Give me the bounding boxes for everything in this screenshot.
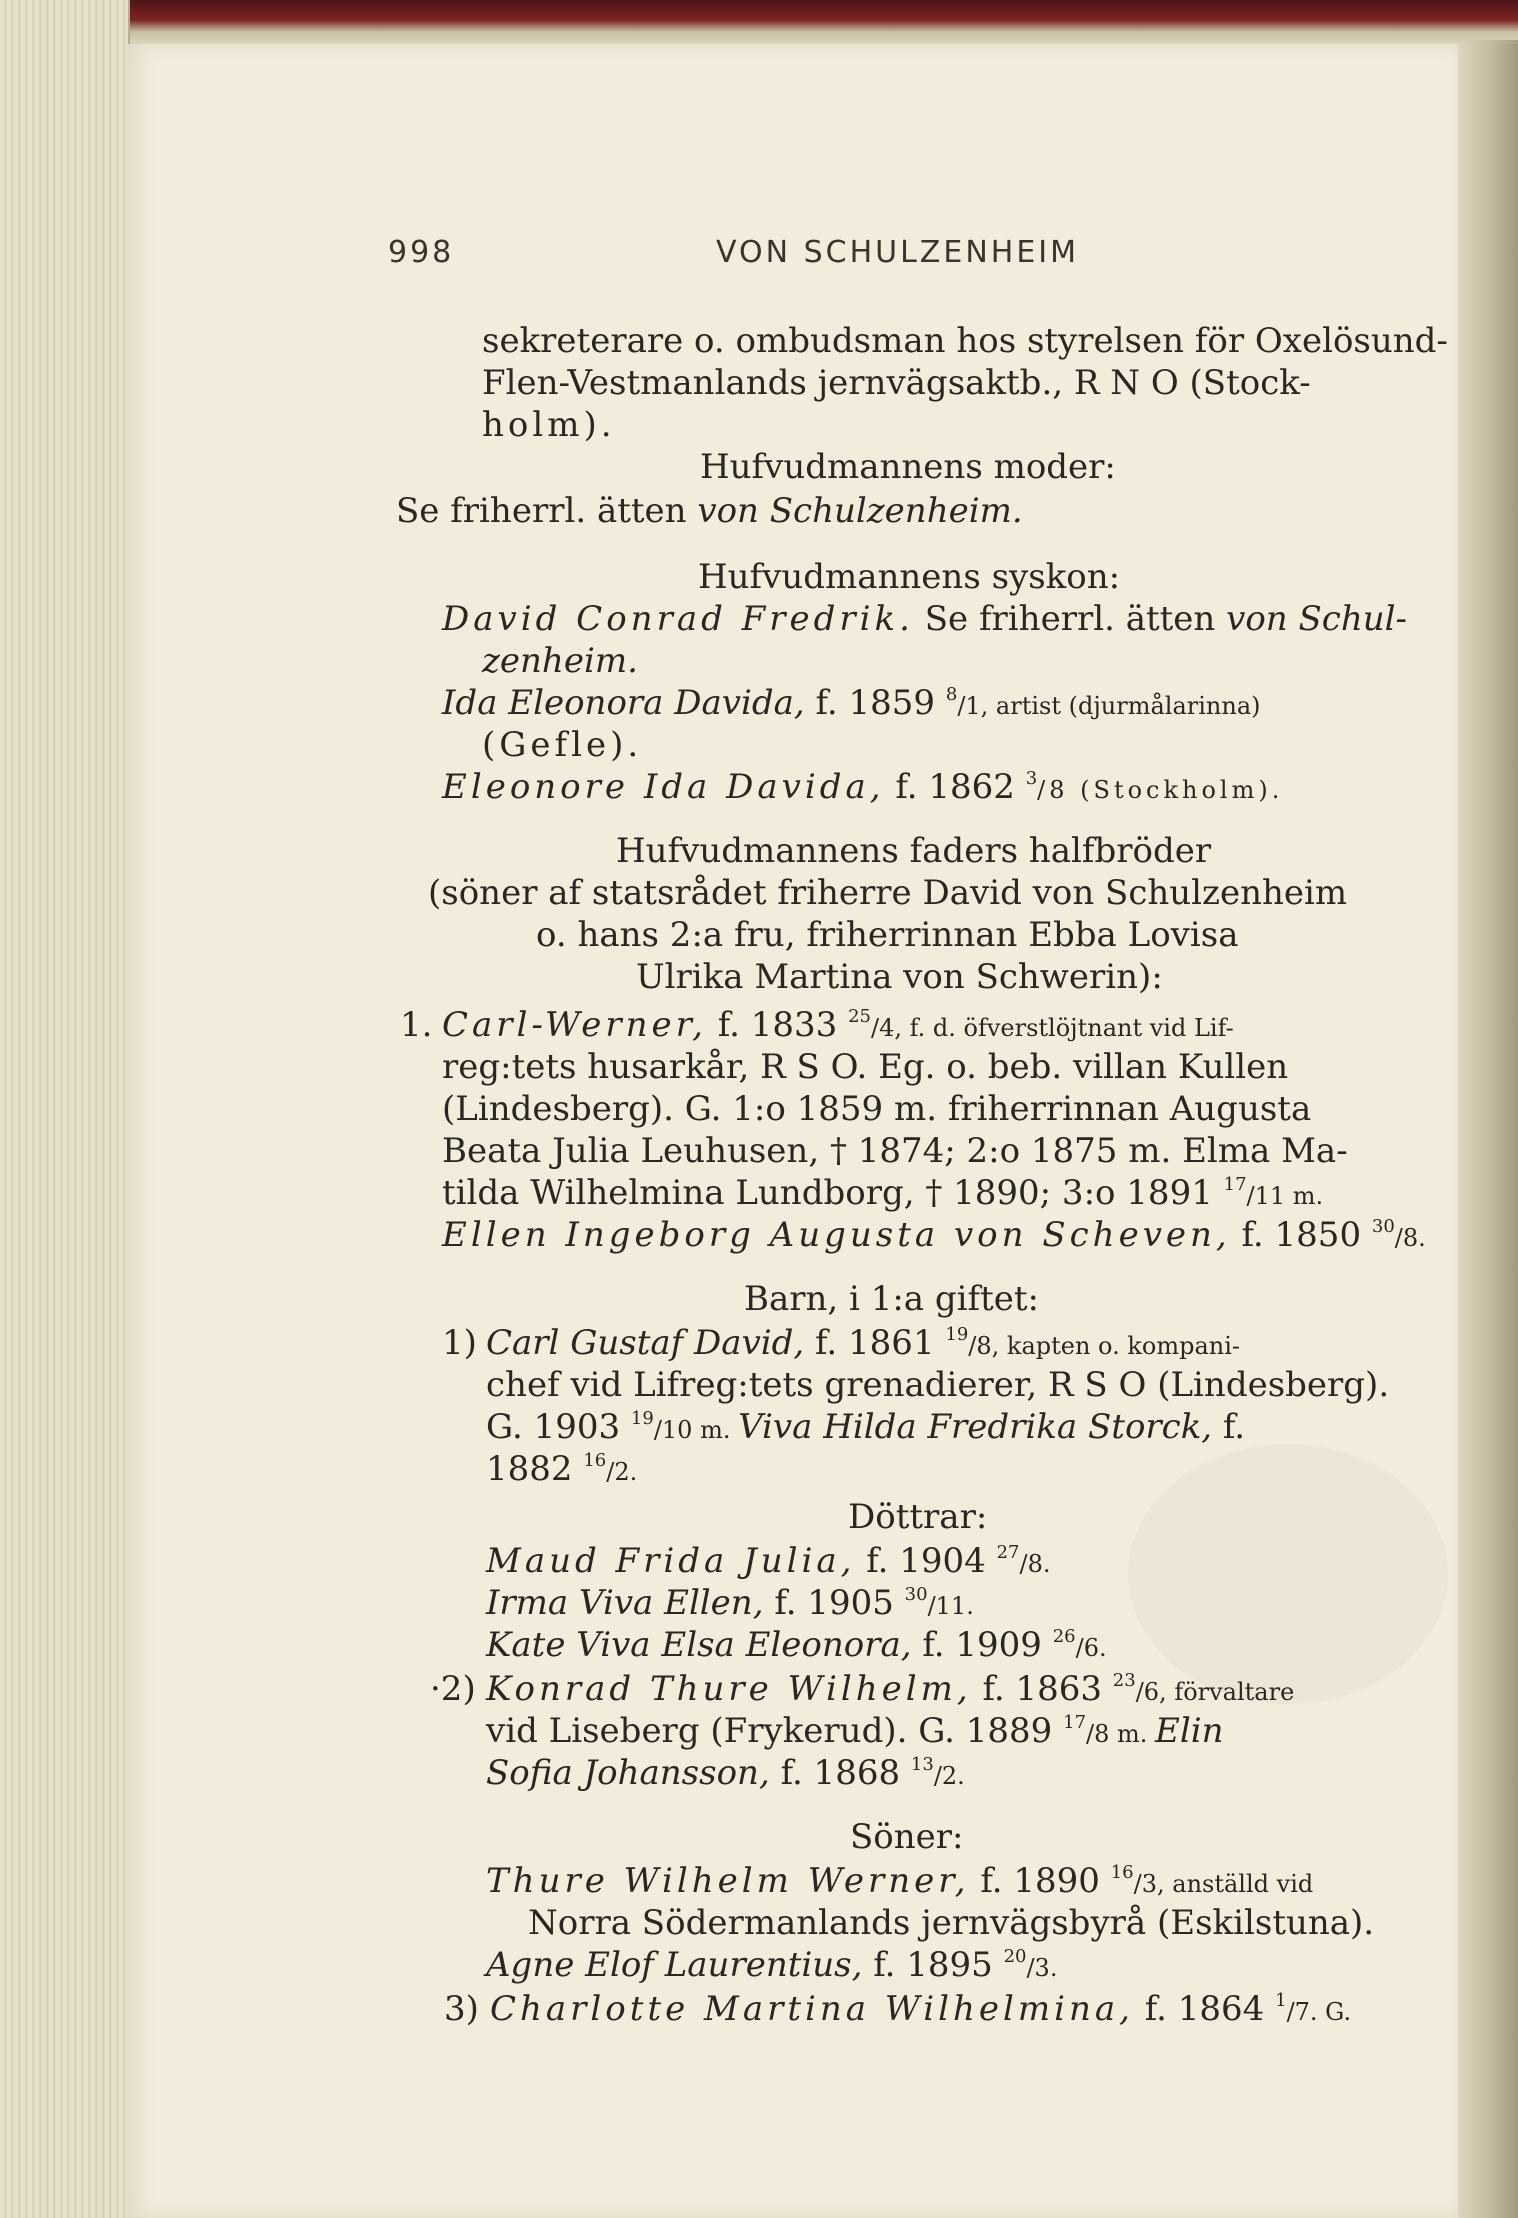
person-entry: Carl-Werner, f. 1833 $^{25}$/4, f. d. öfverstlöjtnant vid Lif-: [442, 1005, 1234, 1045]
text-line: Sofia Johansson, f. 1868 $^{13}$/2.: [486, 1753, 965, 1793]
entry-number: ·2): [430, 1669, 476, 1709]
text-line: chef vid Lifreg:tets grenadierer, R S O (Lindesberg).: [486, 1365, 1390, 1405]
show-through-blot: [1128, 1444, 1448, 1704]
text-line: reg:tets husarkår, R S O. Eg. o. beb. villan Kullen: [442, 1047, 1289, 1087]
section-heading: Barn, i 1:a giftet:: [744, 1279, 1039, 1319]
stacked-page-edges: [0, 0, 130, 2218]
daughter-entry: Kate Viva Elsa Eleonora, f. 1909 $^{26}$/6.: [486, 1625, 1107, 1665]
sibling-entry: Eleonore Ida Davida, f. 1862 $^3$/8 (Stockholm).: [442, 767, 1284, 807]
text-line: Beata Julia Leuhusen, † 1874; 2:o 1875 m. Elma Ma-: [442, 1131, 1348, 1171]
section-heading: Hufvudmannens faders halfbröder: [616, 831, 1212, 871]
text-line: 1882 $^{16}$/2.: [486, 1449, 638, 1489]
section-heading: Hufvudmannens moder:: [700, 447, 1116, 487]
person-entry: Konrad Thure Wilhelm, f. 1863 $^{23}$/6, förvaltare: [486, 1669, 1295, 1709]
text-line: tilda Wilhelmina Lundborg, † 1890; 3:o 1891 $^{17}$/11 m.: [442, 1173, 1324, 1213]
section-heading: Hufvudmannens syskon:: [698, 557, 1121, 597]
person-entry: Carl Gustaf David, f. 1861 $^{19}$/8, kapten o. kompani-: [486, 1323, 1241, 1363]
daughter-entry: Maud Frida Julia, f. 1904 $^{27}$/8.: [486, 1541, 1051, 1581]
book-binding-edge: [60, 0, 1518, 44]
entry-number: 3): [444, 1989, 479, 2029]
text-line: Se friherrl. ätten von Schulzenheim.: [396, 491, 1023, 531]
section-heading: Ulrika Martina von Schwerin):: [636, 957, 1163, 997]
running-title: VON SCHULZENHEIM: [716, 235, 1079, 270]
text-line: G. 1903 $^{19}$/10 m. Viva Hilda Fredrika Storck, f.: [486, 1407, 1246, 1447]
section-heading: (söner af statsrådet friherre David von Schulzenheim: [428, 873, 1348, 913]
sibling-entry: Ida Eleonora Davida, f. 1859 $^8$/1, artist (djurmålarinna): [442, 683, 1261, 723]
son-entry: Thure Wilhelm Werner, f. 1890 $^{16}$/3, anställd vid: [486, 1861, 1314, 1901]
text-line: holm).: [482, 405, 616, 445]
text-line: Flen-Vestmanlands jernvägsaktb., R N O (Stock-: [482, 363, 1311, 403]
text-line: Norra Södermanlands jernvägsbyrå (Eskilstuna).: [528, 1903, 1375, 1943]
text-line: (Gefle).: [482, 725, 643, 765]
text-line: sekreterare o. ombudsman hos styrelsen för Oxelösund-: [482, 321, 1448, 361]
daughter-entry: Irma Viva Ellen, f. 1905 $^{30}$/11.: [486, 1583, 974, 1623]
section-heading: Döttrar:: [848, 1497, 988, 1537]
son-entry: Agne Elof Laurentius, f. 1895 $^{20}$/3.: [486, 1945, 1058, 1985]
page-number: 998: [388, 235, 455, 270]
section-heading: o. hans 2:a fru, friherrinnan Ebba Lovisa: [536, 915, 1239, 955]
text-line: zenheim.: [482, 641, 638, 681]
section-heading: Söner:: [850, 1817, 964, 1857]
person-entry: Charlotte Martina Wilhelmina, f. 1864 $^1$/7. G.: [490, 1989, 1352, 2029]
entry-number: 1): [442, 1323, 477, 1363]
text-line: vid Liseberg (Frykerud). G. 1889 $^{17}$/8 m. Elin: [486, 1711, 1224, 1751]
text-line: Ellen Ingeborg Augusta von Scheven, f. 1850 $^{30}$/8.: [442, 1215, 1426, 1255]
sibling-entry: David Conrad Fredrik. Se friherrl. ätten von Schul-: [442, 599, 1407, 639]
entry-number: 1.: [400, 1005, 433, 1045]
page-curve-shadow: [1458, 40, 1518, 2218]
text-line: (Lindesberg). G. 1:o 1859 m. friherrinnan Augusta: [442, 1089, 1312, 1129]
